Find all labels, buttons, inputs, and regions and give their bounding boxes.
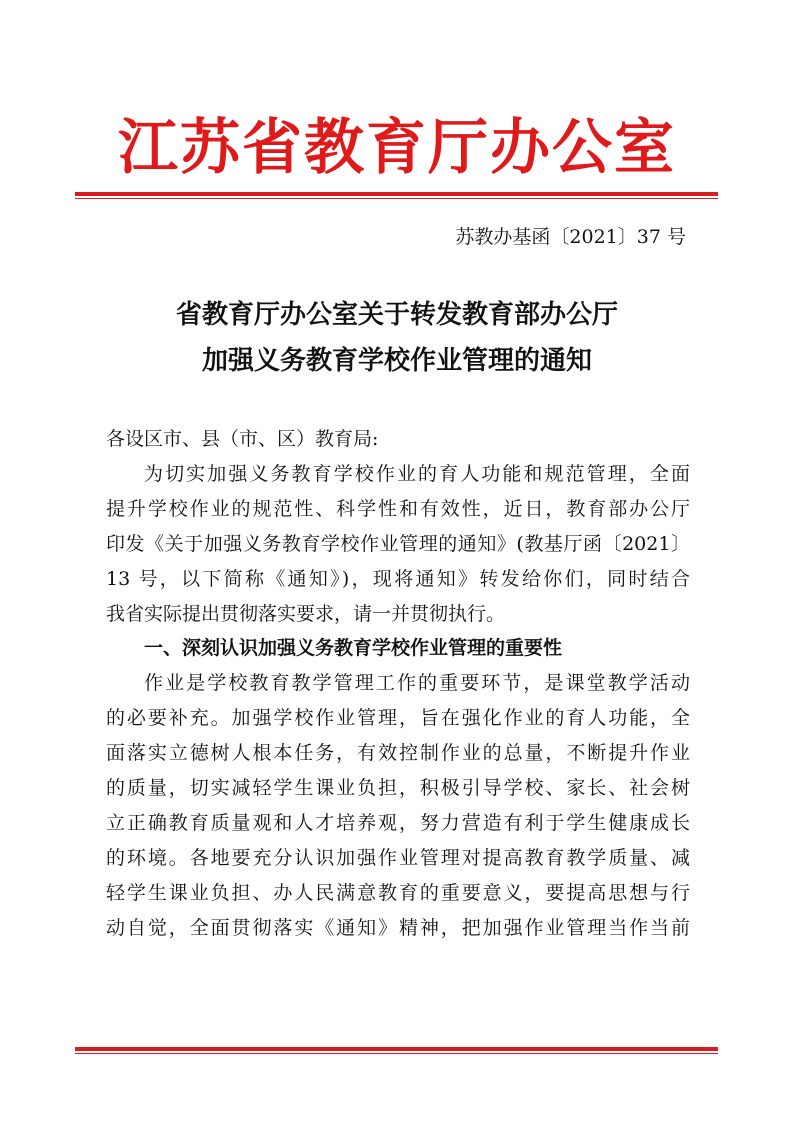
paragraph-line: 立正确教育质量观和人才培养观，努力营造有利于学生健康成长 [106,811,690,834]
header-red-rule [75,192,718,199]
header-rule-thin [75,198,718,199]
document-title-line-1: 省教育厅办公室关于转发教育部办公厅 [175,300,618,330]
paragraph-line: 13 号，以下简称《通知》)，现将通知》转发给你们，同时结合 [106,567,690,590]
paragraph-1 [106,457,690,632]
document-title [0,292,794,384]
paragraph-line: 的环境。各地要充分认识加强作业管理对提高教育教学质量、减 [106,846,690,869]
paragraph-2 [106,666,690,945]
paragraph-line: 印发《关于加强义务教育学校作业管理的通知》(教基厅函〔2021〕 [106,532,690,555]
footer-red-rule [75,1047,718,1054]
paragraph-line: 为切实加强义务教育学校作业的育人功能和规范管理，全面 [144,462,690,485]
paragraph-line: 动自觉，全面贯彻落实《通知》精神，把加强作业管理当作当前 [106,916,690,939]
paragraph-line: 作业是学校教育教学管理工作的重要环节，是课堂教学活动 [144,672,690,695]
paragraph-line: 轻学生课业负担、办人民满意教育的重要意义，要提高思想与行 [106,881,690,904]
footer-rule-thin [75,1053,718,1054]
salutation: 各设区市、县（市、区）教育局: [106,428,379,450]
document-title-line-2: 加强义务教育学校作业管理的通知 [201,346,592,376]
document-number: 苏教办基函〔2021〕37 号 [455,226,686,248]
paragraph-line: 面落实立德树人根本任务，有效控制作业的总量，不断提升作业 [106,742,690,765]
section-heading-1: 一、深刻认识加强义务教育学校作业管理的重要性 [144,637,563,660]
document-body [106,422,690,946]
paragraph-line: 的质量，切实减轻学生课业负担，积极引导学校、家长、社会树 [106,777,690,800]
paragraph-line: 提升学校作业的规范性、科学性和有效性，近日，教育部办公厅 [106,497,690,520]
paragraph-line: 我省实际提出贯彻落实要求，请一并贯彻执行。 [106,602,506,625]
paragraph-line: 的必要补充。加强学校作业管理，旨在强化作业的育人功能，全 [106,707,690,730]
letterhead-title: 江苏省教育厅办公室 [118,113,676,183]
